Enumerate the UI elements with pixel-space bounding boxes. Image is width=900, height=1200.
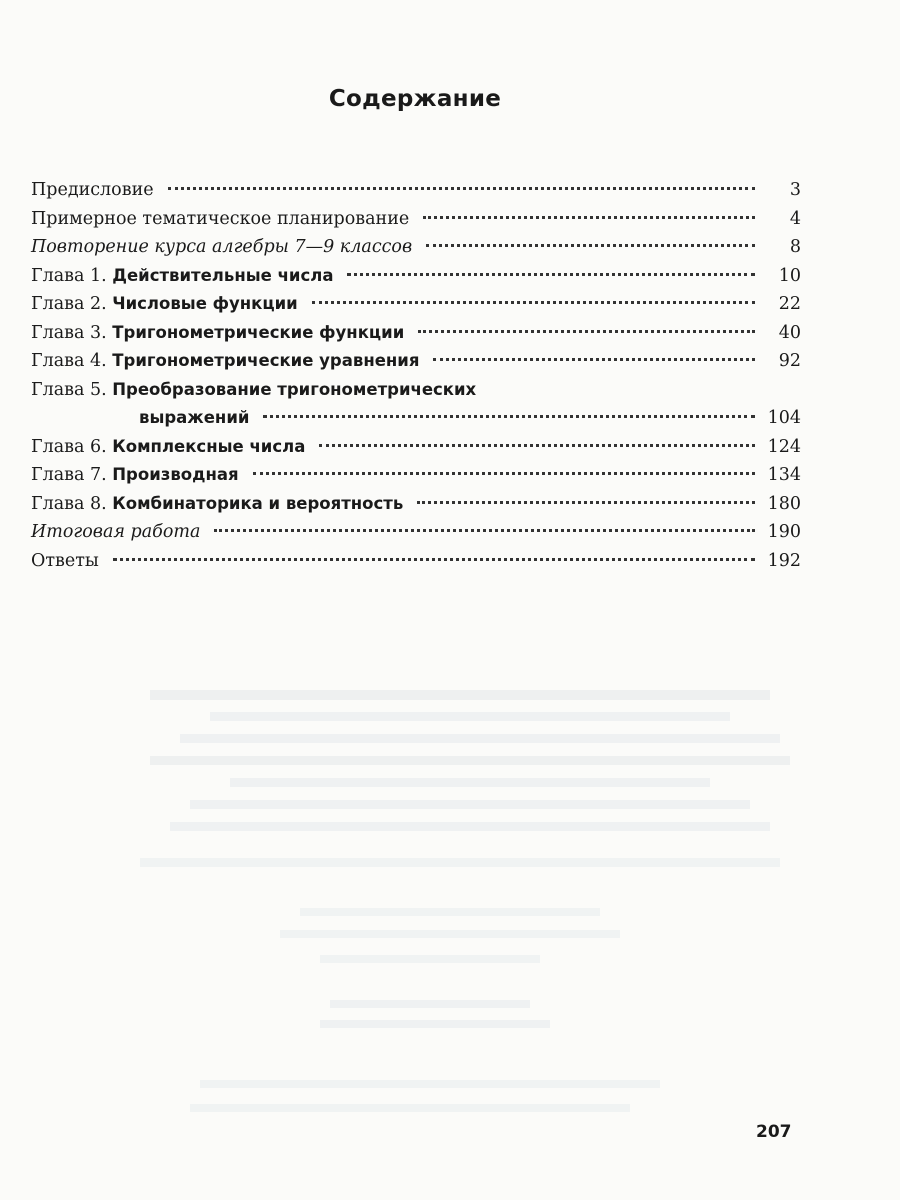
dot-leader (433, 358, 755, 361)
toc-entry-page: 40 (778, 322, 801, 343)
dot-leader (253, 472, 755, 475)
toc-entry-chapter-2[interactable] (31, 290, 801, 319)
dot-leader (214, 529, 755, 532)
chapter-number: Глава 7. (31, 465, 113, 485)
chapter-number: Глава 6. (31, 436, 113, 457)
toc-entry-page: 8 (789, 237, 801, 257)
dot-leader (426, 244, 755, 247)
toc-entry-page: 192 (767, 550, 801, 571)
toc-entry-title: Тригонометрические уравнения (112, 351, 420, 370)
dot-leader (168, 187, 755, 190)
toc-entry-title: Комбинаторика и вероятность (112, 493, 404, 513)
toc-entry-title: Действительные числа (112, 265, 334, 285)
table-of-contents (31, 176, 801, 575)
toc-entry-page: 4 (789, 208, 801, 229)
toc-entry-chapter-3[interactable] (31, 319, 801, 348)
toc-entry-chapter-5[interactable] (31, 376, 801, 433)
toc-entry-title: Комплексные числа (112, 436, 306, 456)
toc-entry-page: 180 (767, 493, 801, 514)
toc-entry-page: 134 (767, 465, 801, 485)
toc-entry-chapter-1[interactable] (31, 262, 801, 291)
toc-entry-title: Преобразование тригонометрических (112, 379, 477, 399)
toc-entry-title: Ответы (31, 550, 99, 571)
dot-leader (319, 444, 755, 447)
toc-entry-page: 22 (778, 294, 801, 314)
dot-leader (113, 558, 755, 561)
chapter-number: Глава 8. (31, 493, 113, 514)
chapter-number: Глава 1. (31, 265, 113, 286)
toc-entry-title: Повторение курса алгебры 7—9 классов (31, 237, 413, 257)
toc-entry-page: 104 (767, 408, 801, 428)
page-number: 207 (756, 1122, 792, 1142)
toc-entry-page: 10 (778, 265, 801, 286)
toc-entry-preface[interactable] (31, 176, 801, 205)
toc-entry-page: 92 (778, 351, 801, 371)
chapter-number: Глава 4. (31, 351, 113, 371)
toc-entry-title: Предисловие (31, 180, 154, 200)
toc-entry-title: Числовые функции (112, 294, 298, 313)
toc-entry-page: 124 (767, 436, 801, 457)
toc-entry-title-continued: выражений (139, 408, 250, 427)
page-title: Содержание (328, 86, 502, 112)
toc-entry-page: 190 (767, 522, 801, 542)
toc-entry-final-test[interactable] (31, 518, 801, 547)
chapter-number: Глава 3. (31, 322, 113, 343)
toc-entry-chapter-7[interactable] (31, 461, 801, 490)
toc-entry-title: Тригонометрические функции (112, 322, 405, 342)
chapter-number: Глава 5. (31, 379, 113, 400)
toc-entry-answers[interactable] (31, 547, 801, 576)
dot-leader (347, 273, 755, 276)
toc-entry-page: 3 (789, 180, 801, 200)
toc-entry-chapter-8[interactable] (31, 490, 801, 519)
dot-leader (423, 216, 755, 219)
toc-entry-review[interactable] (31, 233, 801, 262)
toc-entry-planning[interactable] (31, 205, 801, 234)
chapter-number: Глава 2. (31, 294, 113, 314)
dot-leader (417, 501, 755, 504)
dot-leader (418, 330, 755, 333)
toc-entry-title: Производная (112, 465, 239, 484)
toc-entry-title: Итоговая работа (31, 522, 201, 542)
toc-entry-title: Примерное тематическое планирование (31, 208, 410, 229)
toc-entry-chapter-4[interactable] (31, 347, 801, 376)
toc-entry-chapter-6[interactable] (31, 433, 801, 462)
dot-leader (312, 301, 755, 304)
dot-leader (263, 415, 755, 418)
